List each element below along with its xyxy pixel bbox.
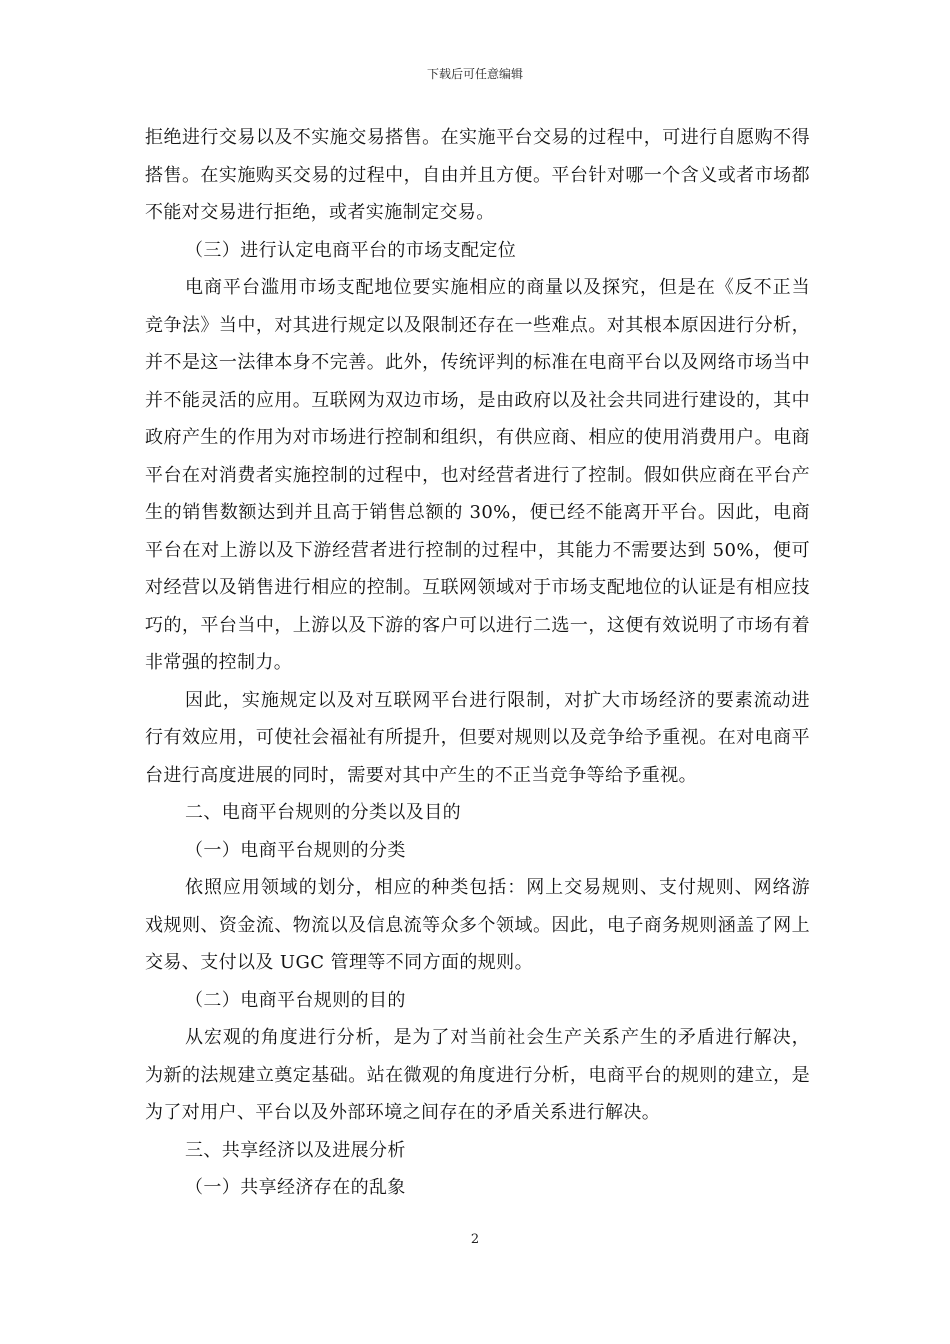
subsection-heading: （三）进行认定电商平台的市场支配定位: [185, 239, 517, 261]
document-body: [145, 119, 810, 1207]
body-paragraph: 因此，实施规定以及对互联网平台进行限制，对扩大市场经济的要素流动进行有效应用，可使社会福祉有所提升，但要对规则以及竞争给予重视。在对电商平台进行高度进展的同时，需要对其中产生的不正当竞争等给予重视。: [145, 689, 810, 786]
subsection-heading: （二）电商平台规则的目的: [185, 989, 406, 1011]
body-paragraph: 电商平台滥用市场支配地位要实施相应的商量以及探究，但是在《反不正当竞争法》当中，对其进行规定以及限制还存在一些难点。对其根本原因进行分析，并不是这一法律本身不完善。此外，传统评判的标准在电商平台以及网络市场当中并不能灵活的应用。互联网为双边市场，是由政府以及社会共同进行建设的，其中政府产生的作用为对市场进行控制和组织，有供应商、相应的使用消费用户。电商平台在对消费者实施控制的过程中，也对经营者进行了控制。假如供应商在平台产生的销售数额达到并且高于销售总额的 30%，便已经不能离开平台。因此，电商平台在对上游以及下游经营者进行控制的过程中，其能力不需要达到 50%，便可对经营以及销售进行相应的控制。互联网领域对于市场支配地位的认证是有相应技巧的，平台当中，上游以及下游的客户可以进行二选一，这便有效说明了市场有着非常强的控制力。: [145, 277, 810, 673]
body-paragraph: 从宏观的角度进行分析，是为了对当前社会生产关系产生的矛盾进行解决，为新的法规建立奠定基础。站在微观的角度进行分析，电商平台的规则的建立，是为了对用户、平台以及外部环境之间存在的矛盾关系进行解决。: [145, 1027, 810, 1123]
subsection-heading: （一）共享经济存在的乱象: [185, 1177, 406, 1198]
body-paragraph: 依照应用领域的划分，相应的种类包括：网上交易规则、支付规则、网络游戏规则、资金流、物流以及信息流等众多个领域。因此，电子商务规则涵盖了网上交易、支付以及 UGC 管理等不同方面的规则。: [145, 877, 810, 973]
page-header: 下载后可任意编辑: [426, 67, 523, 81]
page-number: 2: [470, 1232, 480, 1247]
subsection-heading: （一）电商平台规则的分类: [185, 839, 406, 861]
body-paragraph: 拒绝进行交易以及不实施交易搭售。在实施平台交易的过程中，可进行自愿购不得搭售。在实施购买交易的过程中，自由并且方便。平台针对哪一个含义或者市场都不能对交易进行拒绝，或者实施制定交易。: [145, 127, 810, 223]
section-heading: 三、共享经济以及进展分析: [185, 1139, 406, 1161]
section-heading: 二、电商平台规则的分类以及目的: [185, 802, 461, 823]
